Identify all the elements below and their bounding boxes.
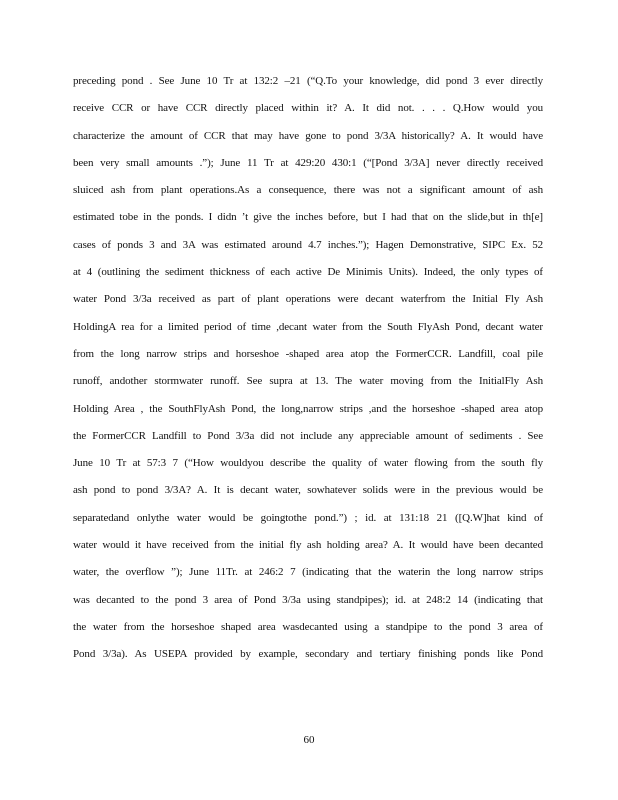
text-line: the FormerCCR Landfill to Pond 3/3a did not include any appreciable amount of sediments . See (73, 429, 543, 442)
text-line: HoldingA rea for a limited period of time ,decant water from the South FlyAsh Pond, decant water (73, 320, 543, 333)
text-line: cases of ponds 3 and 3A was estimated around 4.7 inches.”); Hagen Demonstrative, SIPC Ex. 52 (73, 238, 543, 251)
text-line: preceding pond . See June 10 Tr at 132:2 –21 (“Q.To your knowledge, did pond 3 ever directly (73, 75, 543, 87)
text-line: ash pond to pond 3/3A? A. It is decant water, sowhatever solids were in the previous would be (73, 484, 543, 497)
text-line: water, the overflow ”); June 11Tr. at 246:2 7 (indicating that the waterin the long narrow strips (73, 566, 543, 579)
text-line: water would it have received from the initial fly ash holding area? A. It would have been decanted (73, 539, 543, 552)
text-line: been very small amounts .”); June 11 Tr at 429:20 430:1 (“[Pond 3/3A] never directly received (73, 156, 543, 169)
text-line: water Pond 3/3a received as part of plant operations were decant waterfrom the Initial Fly Ash (73, 293, 543, 306)
text-line: runoff, andother stormwater runoff. See supra at 13. The water moving from the InitialFly Ash (73, 375, 543, 388)
page-number: 60 (303, 734, 315, 746)
text-line: the water from the horseshoe shaped area wasdecanted using a standpipe to the pond 3 area of (73, 620, 543, 633)
text-line: estimated tobe in the ponds. I didn ’t give the inches before, but I had that on the slide,but in th[e] (73, 211, 543, 224)
text-line: from the long narrow strips and horseshoe -shaped area atop the FormerCCR. Landfill, coal pile (73, 347, 543, 360)
text-line: receive CCR or have CCR directly placed within it? A. It did not. . . . Q.How would you (73, 102, 543, 115)
text-line: sluiced ash from plant operations.As a consequence, there was not a significant amount of ash (73, 184, 543, 197)
text-line: June 10 Tr at 57:3 7 (“How wouldyou describe the quality of water flowing from the south fly (73, 457, 543, 470)
text-line: characterize the amount of CCR that may have gone to pond 3/3A historically? A. It would have (73, 129, 543, 142)
text-line: separatedand onlythe water would be goingtothe pond.”) ; id. at 131:18 21 ([Q.W]hat kind of (73, 511, 543, 524)
text-line: Holding Area , the SouthFlyAsh Pond, the long,narrow strips ,and the horseshoe -shaped area atop (73, 402, 543, 415)
text-line: at 4 (outlining the sediment thickness of each active De Minimis Units). Indeed, the only types of (73, 266, 543, 279)
body-text (73, 68, 543, 669)
text-line: was decanted to the pond 3 area of Pond 3/3a using standpipes); id. at 248:2 14 (indicating that (73, 593, 543, 606)
text-line: Pond 3/3a). As USEPA provided by example, secondary and tertiary finishing ponds like Pond (73, 648, 543, 661)
